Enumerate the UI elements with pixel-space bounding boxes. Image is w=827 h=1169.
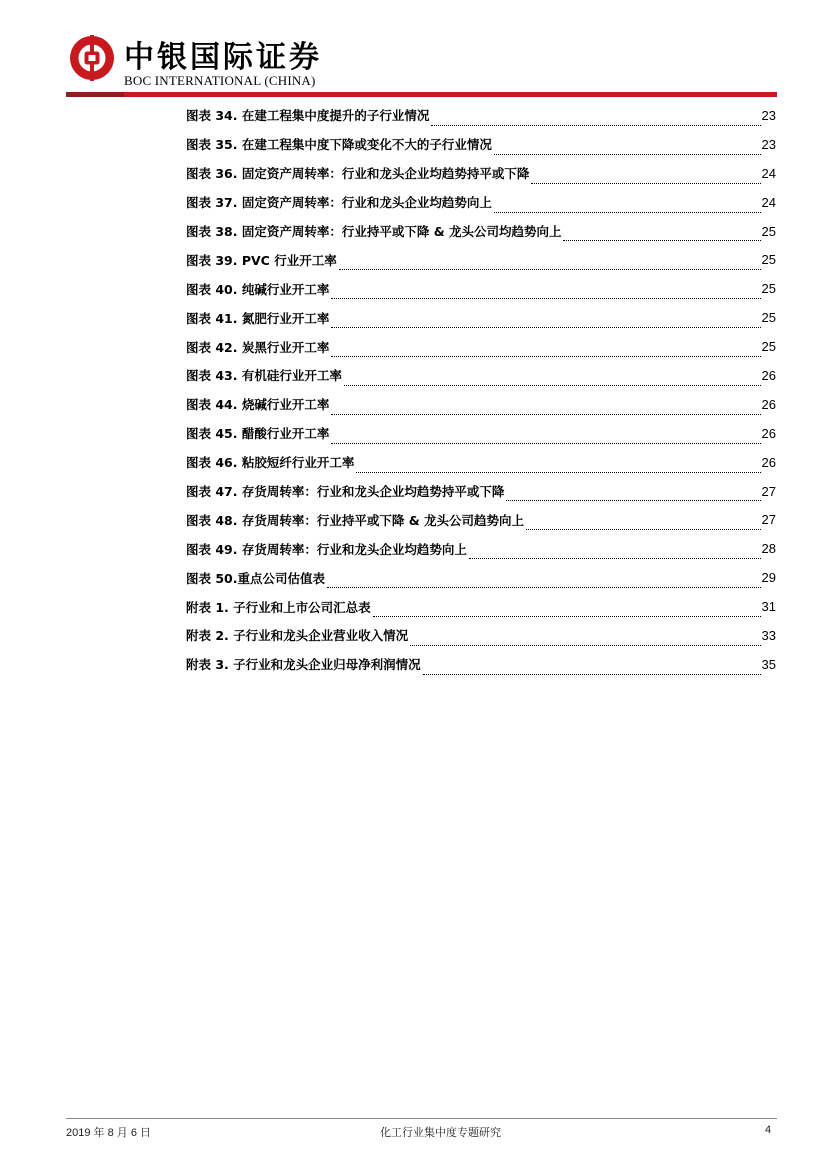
- toc-dot-leader: [373, 616, 761, 617]
- table-of-figures: [186, 101, 776, 679]
- toc-dot-leader: [506, 500, 760, 501]
- toc-entry-page: 29: [761, 570, 776, 586]
- toc-entry[interactable]: [186, 188, 776, 217]
- toc-entry[interactable]: [186, 303, 776, 332]
- toc-entry-title: 图表 45. 醋酸行业开工率: [186, 426, 330, 442]
- toc-entry-page: 33: [761, 627, 776, 643]
- toc-entry-title: 图表 50.重点公司估值表: [186, 570, 325, 586]
- toc-entry-title: 图表 48. 存货周转率：行业持平或下降 & 龙头公司趋势向上: [186, 512, 524, 528]
- toc-entry[interactable]: [186, 592, 776, 621]
- toc-entry-title: 图表 47. 存货周转率：行业和龙头企业均趋势持平或下降: [186, 484, 505, 500]
- toc-dot-leader: [331, 414, 760, 415]
- toc-entry-title: 图表 42. 炭黑行业开工率: [186, 339, 330, 355]
- toc-dot-leader: [331, 443, 760, 444]
- toc-entry-page: 24: [761, 165, 776, 181]
- toc-entry-page: 25: [761, 281, 776, 297]
- header-rule: [66, 92, 777, 97]
- toc-dot-leader: [331, 356, 760, 357]
- brand-name-en: BOC INTERNATIONAL (CHINA): [124, 73, 316, 88]
- toc-entry-title: 图表 35. 在建工程集中度下降或变化不大的子行业情况: [186, 137, 492, 153]
- toc-entry[interactable]: [186, 419, 776, 448]
- toc-entry[interactable]: [186, 159, 776, 188]
- footer-date: 2019 年 8 月 6 日: [66, 1127, 151, 1139]
- footer-report-title: 化工行业集中度专题研究: [380, 1126, 501, 1139]
- toc-entry-title: 图表 41. 氮肥行业开工率: [186, 310, 330, 326]
- toc-entry-page: 24: [761, 194, 776, 210]
- toc-entry[interactable]: [186, 332, 776, 361]
- toc-dot-leader: [331, 298, 760, 299]
- boc-logo-icon: [68, 34, 116, 82]
- toc-entry-page: 25: [761, 223, 776, 239]
- toc-entry-page: 26: [761, 367, 776, 383]
- toc-entry-page: 27: [761, 512, 776, 528]
- toc-entry-page: 35: [761, 656, 776, 672]
- footer-page-number: 4: [765, 1124, 772, 1136]
- toc-entry[interactable]: [186, 390, 776, 419]
- toc-entry-page: 31: [761, 599, 776, 615]
- toc-entry[interactable]: [186, 650, 776, 679]
- footer-rule: [66, 1118, 777, 1119]
- toc-entry[interactable]: [186, 101, 776, 130]
- toc-entry-page: 27: [761, 483, 776, 499]
- toc-entry[interactable]: [186, 245, 776, 274]
- toc-entry-title: 图表 40. 纯碱行业开工率: [186, 281, 330, 297]
- toc-entry-page: 23: [761, 107, 776, 123]
- toc-entry-page: 25: [761, 310, 776, 326]
- toc-entry-page: 25: [761, 339, 776, 355]
- toc-entry-title: 图表 46. 粘胶短纤行业开工率: [186, 455, 355, 471]
- page-header: [66, 30, 777, 98]
- toc-entry[interactable]: [186, 448, 776, 477]
- toc-entry-page: 26: [761, 396, 776, 412]
- toc-entry-title: 图表 39. PVC 行业开工率: [186, 252, 337, 268]
- toc-dot-leader: [531, 183, 760, 184]
- toc-entry-page: 25: [761, 252, 776, 268]
- toc-entry-page: 28: [761, 541, 776, 557]
- header-rule-red-segment: [124, 92, 777, 97]
- toc-entry[interactable]: [186, 217, 776, 246]
- toc-dot-leader: [410, 645, 760, 646]
- toc-entry-title: 图表 43. 有机硅行业开工率: [186, 368, 342, 384]
- toc-dot-leader: [494, 154, 761, 155]
- header-rule-dark-segment: [66, 92, 124, 97]
- toc-entry-title: 图表 44. 烧碱行业开工率: [186, 397, 330, 413]
- toc-entry[interactable]: [186, 621, 776, 650]
- toc-entry-page: 23: [761, 136, 776, 152]
- toc-dot-leader: [331, 327, 760, 328]
- toc-entry[interactable]: [186, 130, 776, 159]
- toc-entry-title: 图表 37. 固定资产周转率：行业和龙头企业均趋势向上: [186, 195, 492, 211]
- toc-dot-leader: [469, 558, 761, 559]
- toc-dot-leader: [494, 212, 761, 213]
- toc-entry-title: 图表 34. 在建工程集中度提升的子行业情况: [186, 108, 430, 124]
- toc-entry-title: 图表 38. 固定资产周转率：行业持平或下降 & 龙头公司均趋势向上: [186, 224, 562, 239]
- toc-entry[interactable]: [186, 534, 776, 563]
- toc-dot-leader: [526, 529, 761, 530]
- toc-dot-leader: [344, 385, 761, 386]
- toc-dot-leader: [356, 472, 760, 473]
- toc-entry[interactable]: [186, 361, 776, 390]
- toc-entry[interactable]: [186, 505, 776, 534]
- toc-dot-leader: [563, 240, 760, 241]
- toc-entry-page: 26: [761, 454, 776, 470]
- toc-entry-title: 附表 2. 子行业和龙头企业营业收入情况: [186, 628, 409, 644]
- toc-entry[interactable]: [186, 274, 776, 303]
- toc-entry[interactable]: [186, 563, 776, 592]
- toc-dot-leader: [431, 125, 760, 126]
- toc-entry-title: 图表 36. 固定资产周转率：行业和龙头企业均趋势持平或下降: [186, 166, 530, 182]
- toc-dot-leader: [423, 674, 761, 675]
- toc-entry-title: 附表 1. 子行业和上市公司汇总表: [186, 599, 371, 615]
- toc-dot-leader: [327, 587, 761, 588]
- brand-name-cn: 中银国际证券: [124, 40, 322, 75]
- toc-entry[interactable]: [186, 477, 776, 506]
- toc-entry-page: 26: [761, 425, 776, 441]
- toc-dot-leader: [339, 269, 761, 270]
- toc-entry-title: 附表 3. 子行业和龙头企业归母净利润情况: [186, 657, 421, 673]
- toc-entry-title: 图表 49. 存货周转率：行业和龙头企业均趋势向上: [186, 541, 467, 557]
